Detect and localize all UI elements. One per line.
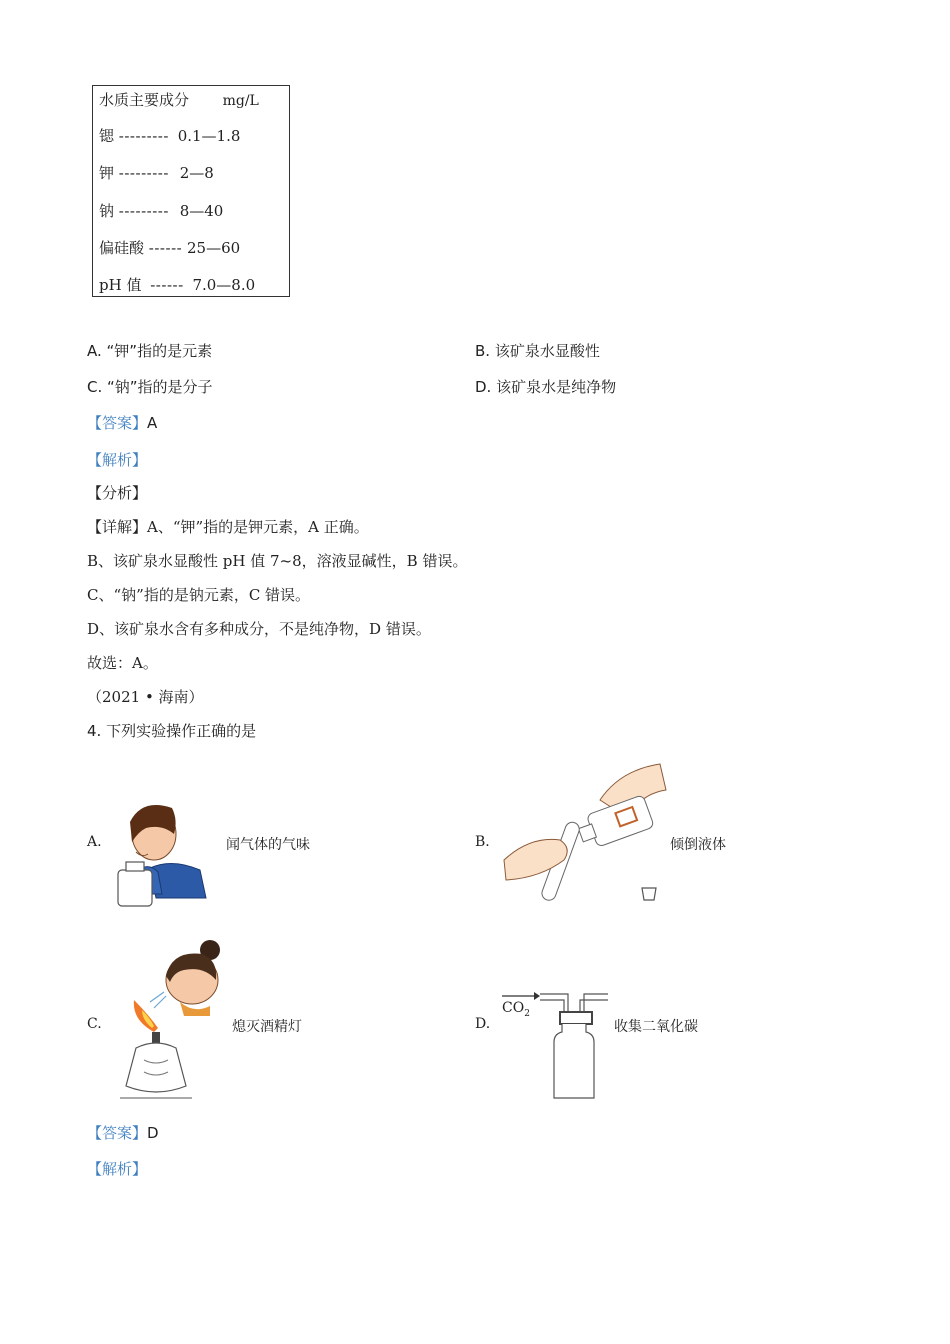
q3-detail-line: 故选：A。 [87, 654, 158, 672]
table-row [99, 163, 214, 183]
source-line: （2021 • 海南） [87, 688, 204, 706]
q3-option-b: B. 该矿泉水显酸性 [475, 342, 600, 360]
row-value: 0.1—1.8 [177, 127, 241, 145]
q3-fenxi-tag: 【分析】 [87, 484, 148, 502]
q3-option-a: A. “钾”指的是元素 [87, 342, 213, 360]
answer-tag: 【答案】 [87, 414, 148, 432]
row-name: 偏硅酸 [99, 239, 145, 257]
row-dash: --------- [118, 202, 169, 220]
q4-option-d-letter: D. [475, 1016, 491, 1032]
q3-analysis-tag: 【解析】 [87, 451, 148, 469]
answer-value: A [147, 414, 158, 432]
table-row [99, 275, 255, 295]
table-row [99, 238, 240, 258]
table-header [99, 90, 259, 110]
q4-option-b-letter: B. [475, 834, 490, 850]
row-name: 钾 [99, 164, 115, 182]
q4-stem: 4. 下列实验操作正确的是 [87, 722, 257, 740]
header-unit: mg/L [222, 93, 259, 109]
row-dash: --------- [118, 164, 169, 182]
row-value: 25—60 [187, 239, 241, 257]
q4-option-a-caption: 闻气体的气味 [226, 837, 310, 853]
row-value: 8—40 [179, 202, 224, 220]
table-row [99, 126, 240, 146]
row-dash: ------ [150, 276, 184, 294]
answer-value: D [147, 1124, 159, 1142]
water-composition-table [92, 85, 290, 297]
q3-detail-line: 【详解】A、“钾”指的是钾元素，A 正确。 [87, 518, 369, 536]
q4-option-c-caption: 熄灭酒精灯 [232, 1019, 302, 1035]
q4-answer [87, 1123, 159, 1143]
q4-option-a-letter: A. [87, 834, 102, 850]
table-row [99, 201, 223, 221]
co2-label [502, 1000, 530, 1019]
row-dash: --------- [118, 127, 169, 145]
q3-answer [87, 413, 157, 433]
q3-detail-line: C、“钠”指的是钠元素，C 错误。 [87, 586, 311, 604]
row-value: 2—8 [179, 164, 214, 182]
q3-option-d: D. 该矿泉水是纯净物 [475, 378, 617, 396]
co2-text: CO [502, 1000, 525, 1016]
row-name: pH 值 [99, 276, 142, 294]
extinguish-lamp-illustration [114, 936, 226, 1104]
row-value: 7.0—8.0 [192, 276, 256, 294]
q4-option-d-caption: 收集二氧化碳 [614, 1019, 698, 1035]
q4-analysis-tag: 【解析】 [87, 1160, 148, 1178]
q3-detail-line: D、该矿泉水含有多种成分，不是纯净物，D 错误。 [87, 620, 431, 638]
row-dash: ------ [148, 239, 183, 257]
pour-liquid-illustration [500, 760, 670, 910]
q3-option-c: C. “钠”指的是分子 [87, 378, 213, 396]
header-name: 水质主要成分 [99, 91, 190, 109]
row-name: 锶 [99, 127, 115, 145]
answer-tag: 【答案】 [87, 1124, 148, 1142]
q3-detail-line: B、该矿泉水显酸性 pH 值 7~8，溶液显碱性，B 错误。 [87, 552, 468, 570]
q4-option-b-caption: 倾倒液体 [670, 837, 726, 853]
q4-option-c-letter: C. [87, 1016, 102, 1032]
row-name: 钠 [99, 202, 115, 220]
co2-subscript: 2 [524, 1008, 530, 1019]
smell-gas-illustration [112, 798, 212, 910]
